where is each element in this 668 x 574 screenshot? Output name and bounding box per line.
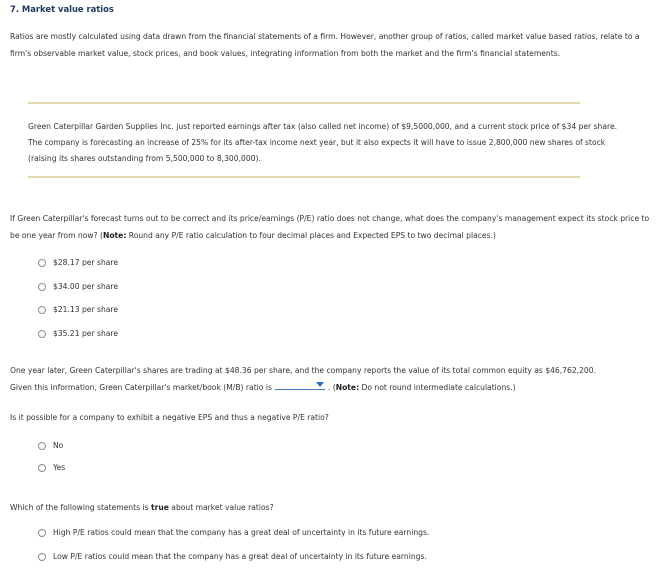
- question-4-body-after: about market value ratios?: [168, 503, 274, 512]
- scenario-paragraph: Green Caterpillar Garden Supplies Inc. just reported earnings after tax (also called net income) of $9,5000,000, and a current stock price of $34 per share. The company is forecasting an increase of 25% for its after-tax income next year, but it also expects it will have to issue 2,800,000 new shares of stock (raising its shares outstanding from 5,500,000 to 8,300,000).: [28, 122, 618, 163]
- radio-button[interactable]: [38, 553, 46, 561]
- mb-ratio-dropdown[interactable]: [275, 380, 325, 390]
- radio-button[interactable]: [38, 529, 46, 537]
- q1-option-1-label: $28.17 per share: [53, 258, 119, 267]
- q1-option-2-label: $34.00 per share: [53, 282, 119, 291]
- radio-button[interactable]: [38, 442, 46, 450]
- intro-paragraph: Ratios are mostly calculated using data drawn from the financial statements of a firm. However, another group of ratios, called market value based ratios, relate to a firm's observable market value, stock prices, and book values, integrating information from both the market and the firm's financial statements.: [10, 32, 640, 58]
- scenario-bottom-rule: [28, 176, 580, 178]
- question-1-body: If Green Caterpillar's forecast turns out to be correct and its price/earnings (P/E) ratio does not change, what does the company's management expect its stock price to be one year from now? (: [10, 214, 650, 240]
- q3-option-yes[interactable]: [38, 463, 65, 472]
- question-4-text: [10, 499, 660, 516]
- q1-option-3[interactable]: [38, 305, 118, 314]
- question-3-text: Is it possible for a company to exhibit a negative EPS and thus a negative P/E ratio?: [10, 413, 329, 422]
- q1-option-2[interactable]: [38, 282, 118, 291]
- q3-option-no-label: No: [53, 441, 64, 450]
- q1-option-4-label: $35.21 per share: [53, 329, 119, 338]
- radio-button[interactable]: [38, 283, 46, 291]
- question-2-text: [10, 362, 610, 396]
- question-1-note-label: Note:: [102, 231, 127, 240]
- question-1-note: Round any P/E ratio calculation to four decimal places and Expected EPS to two decimal places.): [126, 231, 496, 240]
- q4-option-1-label: High P/E ratios could mean that the company has a great deal of uncertainty in its future earnings.: [53, 528, 430, 537]
- radio-button[interactable]: [38, 306, 46, 314]
- question-2-note-label: Note:: [335, 383, 360, 392]
- radio-button[interactable]: [38, 464, 46, 472]
- q1-option-3-label: $21.13 per share: [53, 305, 119, 314]
- q3-option-yes-label: Yes: [53, 463, 66, 472]
- question-4-body-before: Which of the following statements is: [10, 503, 151, 512]
- q4-option-1[interactable]: [38, 528, 429, 537]
- radio-button[interactable]: [38, 259, 46, 267]
- q4-option-2[interactable]: [38, 552, 427, 561]
- q4-option-2-label: Low P/E ratios could mean that the company has a great deal of uncertainty in its future earnings.: [53, 552, 427, 561]
- question-4-bold: true: [150, 503, 169, 512]
- question-2-after: . (: [327, 383, 336, 392]
- question-1-text: [10, 210, 660, 244]
- question-2-note: Do not round intermediate calculations.): [359, 383, 516, 392]
- q1-option-4[interactable]: [38, 329, 118, 338]
- q1-option-1[interactable]: [38, 258, 118, 267]
- question-2-body: One year later, Green Caterpillar's shares are trading at $48.36 per share, and the company reports the value of its total common equity as $46,762,200. Given this information, Green Caterpillar's market/book (M/B) ratio is: [10, 366, 596, 392]
- scenario-top-rule: [28, 102, 580, 104]
- radio-button[interactable]: [38, 330, 46, 338]
- dropdown-arrow-icon[interactable]: [316, 382, 324, 387]
- section-title: 7. Market value ratios: [10, 4, 114, 14]
- q3-option-no[interactable]: [38, 441, 63, 450]
